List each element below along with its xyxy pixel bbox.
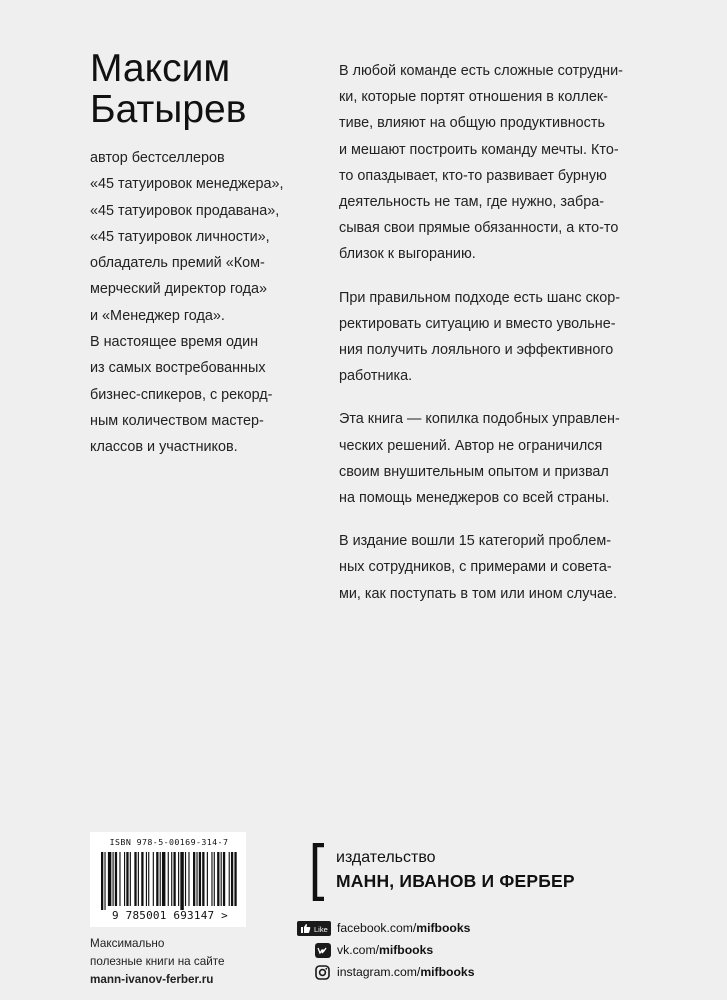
author-first-name: Максим — [90, 47, 231, 90]
description-line: работника. — [339, 368, 413, 385]
author-last-name: Батырев — [90, 88, 247, 131]
barcode-bar — [156, 852, 158, 906]
description-line: близок к выгоранию. — [339, 246, 476, 263]
description-line: то опаздывает, кто-то развивает бурную — [339, 167, 607, 184]
barcode-bar — [141, 852, 143, 906]
barcode-bar — [171, 852, 172, 906]
description-line: и мешают построить команду мечты. Кто- — [339, 141, 619, 158]
barcode-bar — [160, 852, 161, 906]
barcode-bar — [168, 852, 169, 906]
description-line: на помощь менеджеров со всей страны. — [339, 490, 610, 507]
description-paragraph — [339, 285, 639, 390]
description-line: В издание вошли 15 категорий проблем- — [339, 533, 612, 550]
bio-line: обладатель премий «Ком- — [90, 255, 265, 272]
bio-line: и «Менеджер года». — [90, 307, 225, 324]
description-line: В любой команде есть сложные сотрудни- — [339, 63, 623, 79]
facebook-link-text — [337, 921, 470, 935]
barcode-bar — [124, 852, 125, 906]
description-line: тиве, влияют на общую продуктивность — [339, 115, 605, 132]
barcode-bar — [138, 852, 139, 906]
facebook-like-icon — [297, 921, 331, 936]
vk-handle: mifbooks — [378, 943, 434, 957]
barcode-bar — [207, 852, 208, 906]
barcode-bar — [126, 852, 128, 906]
bio-line: мерческий директор года» — [90, 281, 268, 298]
barcode-digits: 9 785001 693147 > — [112, 909, 228, 922]
barcode-bar — [188, 852, 189, 906]
description-line: своим внушительным опытом и призвал — [339, 463, 609, 480]
description-line: При правильном подходе есть шанс скор- — [339, 289, 621, 306]
barcode-bar — [162, 852, 165, 906]
social-instagram[interactable] — [297, 964, 597, 982]
publisher-label: издательство — [336, 849, 436, 866]
barcode-bar — [148, 852, 149, 906]
barcode-bar — [113, 852, 114, 906]
isbn-barcode — [90, 832, 246, 927]
description-line: ния получить лояльного и эффективного — [339, 342, 614, 359]
bio-line: ным количеством мастер- — [90, 412, 264, 429]
bio-line: бизнес-спикеров, с рекорд- — [90, 386, 273, 403]
barcode-bar — [108, 852, 111, 906]
description-line: ректировать ситуацию и вместо увольне- — [339, 315, 616, 332]
isbn-label: ISBN 978-5-00169-314-7 — [109, 837, 229, 847]
barcode-bar — [217, 852, 219, 906]
barcode-bar — [173, 852, 175, 906]
facebook-handle: mifbooks — [416, 921, 471, 935]
bio-line: В настоящее время один — [90, 334, 259, 351]
barcode-bar — [134, 852, 136, 906]
author-bio — [90, 145, 315, 461]
website-link[interactable]: mann-ivanov-ferber.ru — [90, 973, 214, 986]
barcode-bar — [185, 852, 186, 906]
promo-line: полезные книги на сайте — [90, 955, 225, 968]
description-line: деятельность не там, где нужно, забра- — [339, 194, 605, 211]
barcode-bar — [104, 852, 105, 910]
barcode-bar — [199, 852, 201, 906]
description-paragraph — [339, 406, 639, 511]
barcode-bar — [211, 852, 212, 906]
bio-line: из самых востребованных — [90, 360, 266, 377]
description-line: ческих решений. Автор не ограничился — [339, 437, 603, 454]
barcode-bar — [231, 852, 233, 906]
website-promo — [90, 935, 290, 989]
book-description — [339, 58, 639, 624]
barcode-bar — [119, 852, 120, 906]
instagram-icon — [315, 965, 330, 980]
instagram-handle: mifbooks — [420, 965, 475, 979]
barcode-bar — [202, 852, 204, 906]
description-line: Эта книга — копилка подобных управлен- — [339, 411, 620, 428]
publisher-bracket-icon — [312, 843, 326, 901]
promo-line: Максимально — [90, 937, 165, 950]
barcode-bar — [229, 852, 230, 906]
barcode-bar — [196, 852, 197, 906]
bio-line: «45 татуировок личности», — [90, 228, 270, 245]
social-facebook[interactable] — [297, 920, 597, 938]
description-line: ми, как поступать в том или ином случае. — [339, 585, 617, 602]
barcode-bars — [95, 852, 241, 910]
bio-line: классов и участников. — [90, 439, 238, 456]
vk-link-text — [337, 943, 433, 957]
vk-prefix: vk.com/ — [337, 943, 379, 957]
social-vk[interactable] — [297, 942, 597, 960]
barcode-bar — [234, 852, 236, 906]
barcode-bar — [101, 852, 103, 910]
barcode-bar — [180, 852, 183, 910]
vk-icon — [315, 943, 331, 958]
description-paragraph — [339, 528, 639, 607]
barcode-bar — [130, 852, 131, 906]
barcode-bar — [214, 852, 215, 906]
barcode-bar — [115, 852, 117, 906]
barcode-bar — [153, 852, 154, 906]
facebook-prefix: facebook.com/ — [337, 921, 417, 935]
instagram-prefix: instagram.com/ — [337, 965, 421, 979]
bio-line: «45 татуировок менеджера», — [90, 176, 284, 193]
instagram-link-text — [337, 965, 474, 979]
barcode-bar — [146, 852, 147, 906]
description-paragraph — [339, 58, 639, 268]
barcode-bar — [221, 852, 222, 906]
author-name — [90, 48, 330, 130]
barcode-bar — [178, 852, 179, 906]
like-text: Like — [314, 925, 328, 934]
bio-line: «45 татуировок продавана», — [90, 202, 280, 219]
description-line: ки, которые портят отношения в коллек- — [339, 89, 608, 106]
description-line: сывая свои прямые обязанности, а кто-то — [339, 220, 619, 237]
barcode-bar — [223, 852, 225, 906]
barcode-bar — [193, 852, 195, 906]
publisher-name: МАНН, ИВАНОВ И ФЕРБЕР — [336, 871, 575, 891]
bio-line: автор бестселлеров — [90, 150, 225, 166]
description-line: ных сотрудников, с примерами и совета- — [339, 559, 612, 576]
